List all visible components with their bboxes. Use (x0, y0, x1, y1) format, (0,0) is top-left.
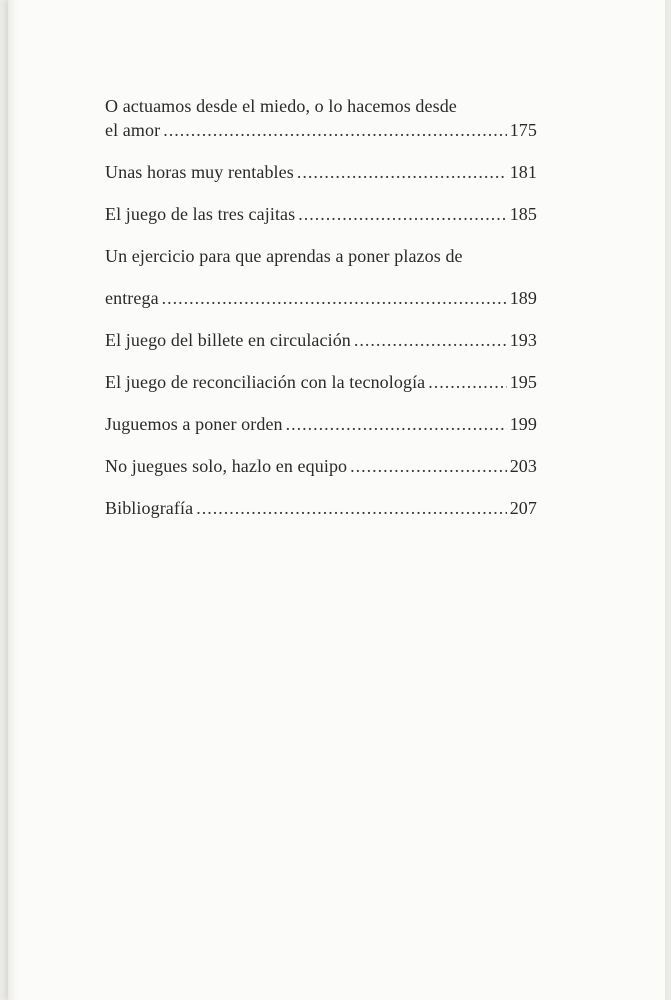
toc-entry-equipo (105, 455, 537, 477)
toc-entry-line (105, 203, 537, 225)
dot-leader (286, 413, 507, 435)
toc-page-number: 189 (509, 288, 537, 308)
dot-leader (196, 497, 507, 519)
toc-entry-line (105, 245, 537, 267)
toc-page-number: 195 (509, 372, 537, 392)
toc-entry-bibliografia (105, 497, 537, 519)
toc-entry-line (105, 413, 537, 435)
toc-entry-line (105, 95, 537, 117)
toc-entry-title: No juegues solo, hazlo en equipo (105, 456, 348, 476)
toc-entry-line (105, 497, 537, 519)
toc-entry-miedo-amor (105, 95, 537, 141)
toc-entry-title: el amor (105, 120, 161, 140)
dot-leader (350, 455, 507, 477)
book-page (8, 0, 665, 1000)
toc-entry-title: Unas horas muy rentables (105, 162, 294, 182)
toc-entry-poner-orden (105, 413, 537, 435)
toc-entry-title: Un ejercicio para que aprendas a poner plazos de (105, 246, 463, 266)
toc-page-number: 207 (509, 498, 537, 518)
toc-entry-title: El juego de las tres cajitas (105, 204, 296, 224)
table-of-contents (105, 95, 537, 539)
toc-entry-title: El juego de reconciliación con la tecnología (105, 372, 426, 392)
toc-entry-title: El juego del billete en circulación (105, 330, 351, 350)
toc-entry-billete (105, 329, 537, 351)
toc-page-number: 193 (509, 330, 537, 350)
toc-entry-line (105, 287, 537, 309)
dot-leader (428, 371, 506, 393)
toc-entry-horas-rentables (105, 161, 537, 183)
toc-entry-line (105, 329, 537, 351)
toc-entry-plazos-entrega (105, 245, 537, 309)
toc-page-number: 175 (509, 120, 537, 140)
toc-entry-title: O actuamos desde el miedo, o lo hacemos desde (105, 96, 457, 116)
toc-entry-line (105, 161, 537, 183)
dot-leader (163, 119, 507, 141)
dot-leader (162, 287, 507, 309)
dot-leader (297, 161, 507, 183)
toc-entry-tres-cajitas (105, 203, 537, 225)
toc-page-number: 181 (509, 162, 537, 182)
dot-leader (298, 203, 506, 225)
toc-page-number: 185 (509, 204, 537, 224)
dot-leader (354, 329, 507, 351)
toc-entry-line (105, 455, 537, 477)
toc-entry-line (105, 371, 537, 393)
toc-entry-line (105, 119, 537, 141)
toc-entry-title: Juguemos a poner orden (105, 414, 283, 434)
toc-entry-tecnologia (105, 371, 537, 393)
toc-page-number: 203 (509, 456, 537, 476)
toc-page-number: 199 (509, 414, 537, 434)
toc-entry-title: entrega (105, 288, 159, 308)
toc-entry-title: Bibliografía (105, 498, 194, 518)
